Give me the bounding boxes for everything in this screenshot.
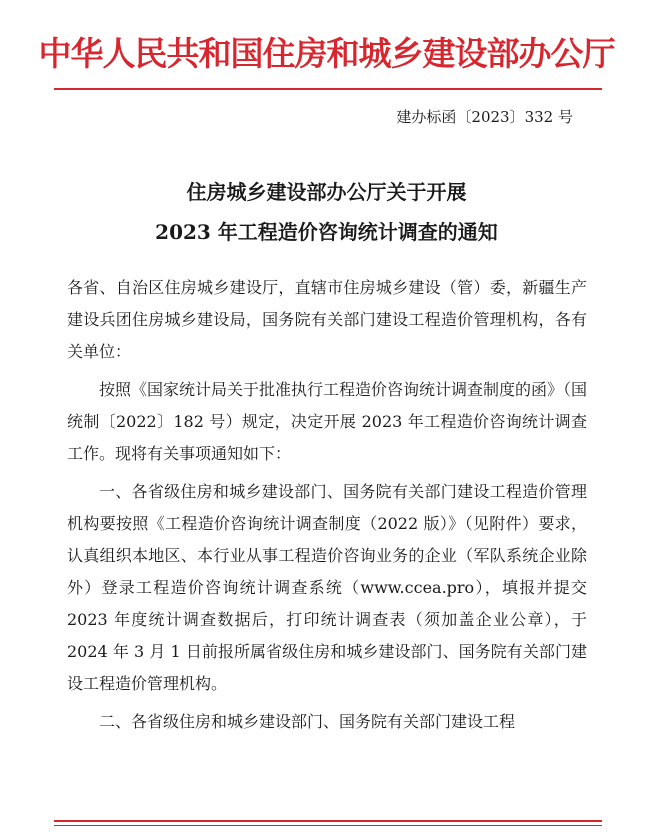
footer-red-rule-thin [54,825,602,826]
salutation: 各省、自治区住房城乡建设厅，直辖市住房城乡建设（管）委，新疆生产建设兵团住房城乡建设局，国务院有关部门建设工程造价管理机构，各有关单位： [67,278,587,361]
document-number: 建办标函〔2023〕332 号 [396,108,573,126]
document-title-line-2: 2023 年工程造价咨询统计调查的通知 [155,220,498,244]
intro-paragraph: 按照《国家统计局关于批准执行工程造价咨询统计调查制度的函》（国统制〔2022〕182 号）规定，决定开展 2023 年工程造价咨询统计调查工作。现将有关事项通知如下： [67,380,588,463]
document-title-line-1: 住房城乡建设部办公厅关于开展 [186,180,467,204]
footer-red-rule-thick [54,820,602,822]
masthead: 中华人民共和国住房和城乡建设部办公厅 [38,34,615,73]
document-body [67,272,587,744]
item-2-paragraph: 二、各省级住房和城乡建设部门、国务院有关部门建设工程 [99,712,516,731]
item-1-paragraph: 一、各省级住房和城乡建设部门、国务院有关部门建设工程造价管理机构要按照《工程造价咨询统计调查制度（2022 版）》（见附件）要求，认真组织本地区、本行业从事工程造价咨询业务的企业（军队系统企业除外）登录工程造价咨询统计调查系统（www.ccea.pro），填报并提交 2023 年度统计调查数据后，打印统计调查表（须加盖企业公章），于 2024 年 3 月 1 日前报所属省级住房和城乡建设部门、国务院有关部门建设工程造价管理机构。 [67,482,587,693]
masthead-red-rule [54,88,602,90]
